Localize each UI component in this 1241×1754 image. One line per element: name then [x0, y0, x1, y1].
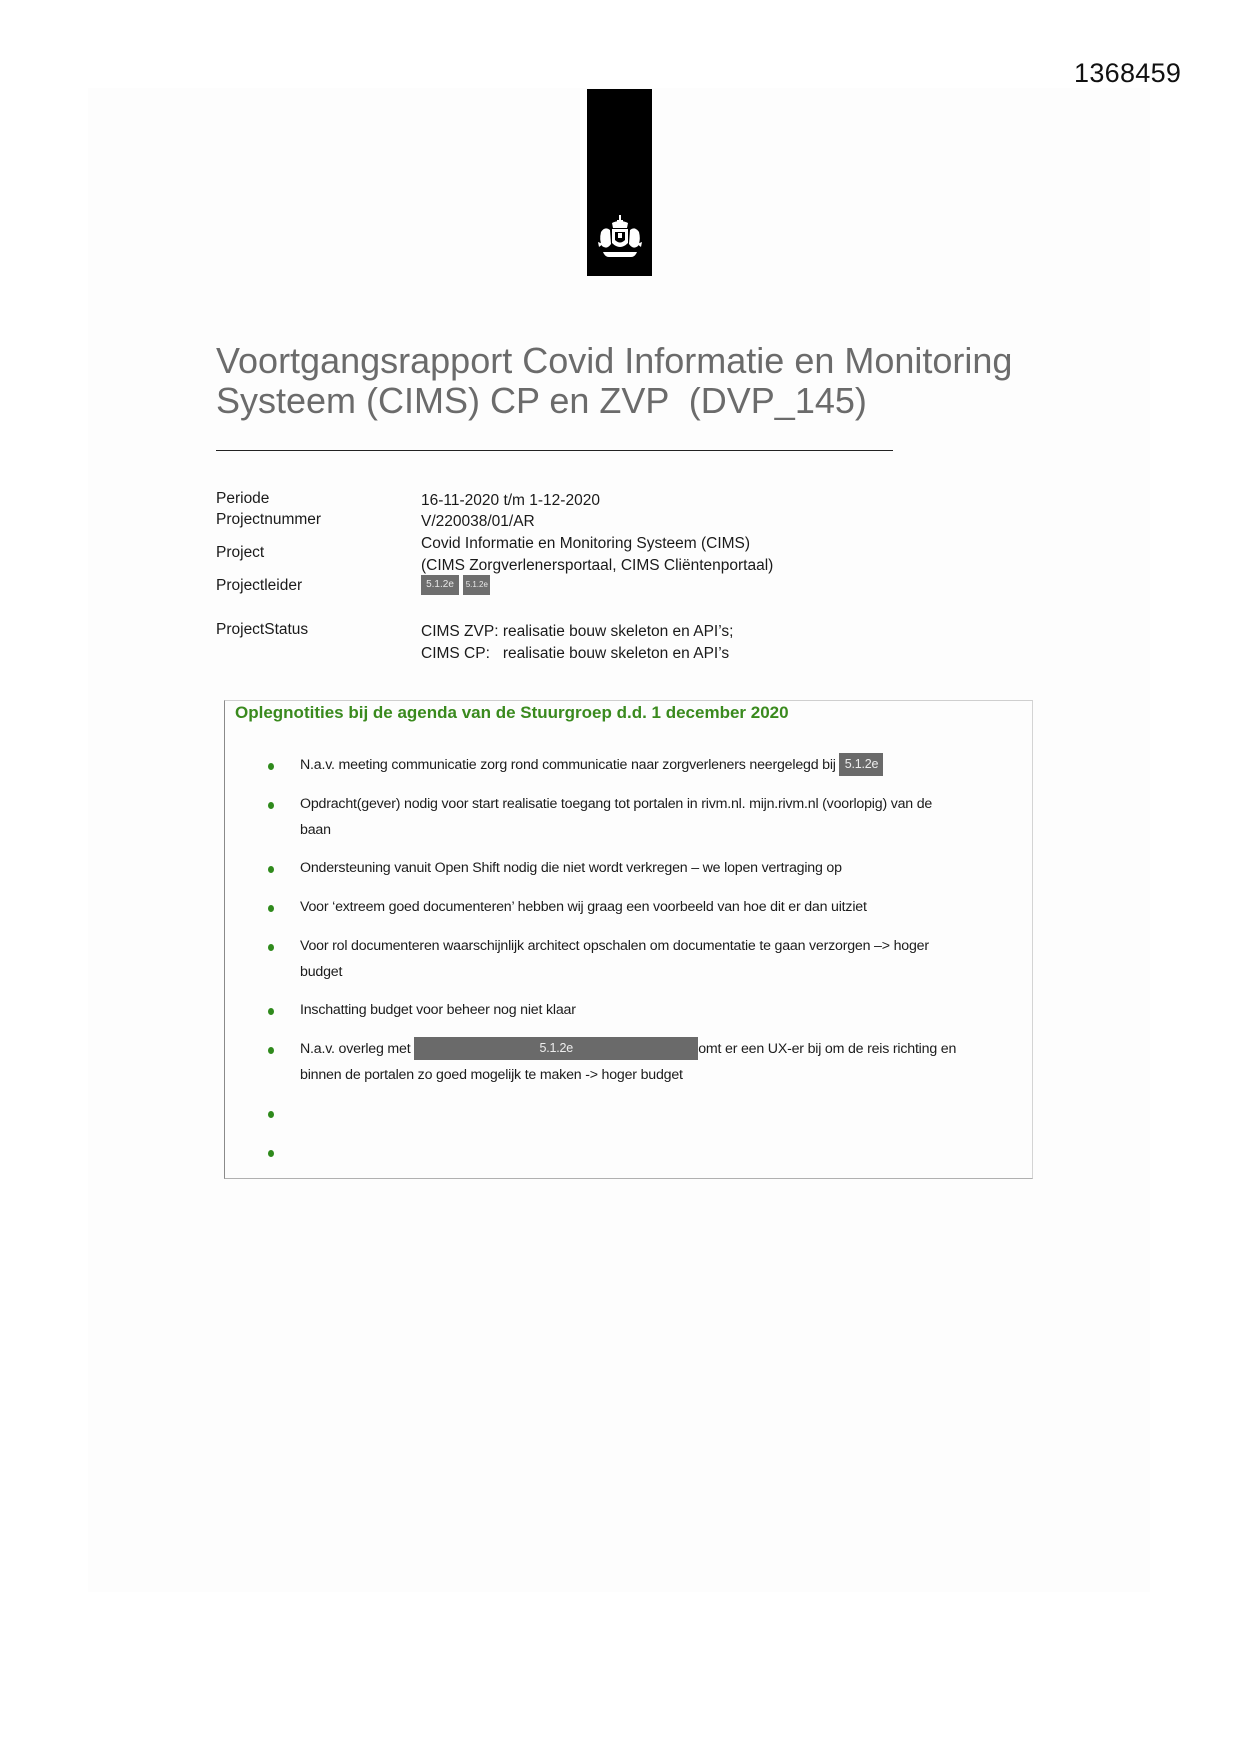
note-item-empty [300, 1101, 1000, 1127]
note-text-line-1: Opdracht(gever) nodig voor start realisatie toegang tot portalen in rivm.nl. mijn.rivm.nl (voorlopig) van de [300, 796, 933, 812]
note-text: Voor ‘extreem goed documenteren’ hebben wij graag een voorbeeld van hoe dit er dan uitziet [300, 899, 867, 915]
title-divider [216, 450, 893, 451]
project-value [421, 533, 773, 576]
bullet-icon [268, 944, 274, 951]
redaction-box: 5.1.2e [421, 575, 459, 595]
title-line-1: Voortgangsrapport Covid Informatie en Monitoring [216, 340, 1013, 381]
bullet-icon [268, 1150, 274, 1157]
redaction-box: 5.1.2e [463, 575, 490, 595]
bullet-icon [268, 905, 274, 912]
note-text: omt er een UX-er bij om de reis richting en [698, 1041, 957, 1057]
project-label: Project [216, 544, 265, 561]
projectstatus-value [421, 621, 733, 664]
document-id-number: 1368459 [1074, 58, 1182, 88]
note-text-line-2: baan [300, 821, 331, 838]
redaction-box: 5.1.2e [414, 1037, 698, 1060]
note-item [300, 792, 1000, 843]
note-text-line-2: binnen de portalen zo goed mogelijk te maken -> hoger budget [300, 1066, 683, 1083]
projectnummer-value: V/220038/01/AR [421, 513, 535, 530]
bullet-icon [268, 1047, 274, 1054]
note-item [300, 998, 1000, 1024]
bullet-icon [268, 1111, 274, 1118]
projectleider-value [421, 575, 490, 597]
note-text-line-2: budget [300, 963, 343, 980]
note-item-empty [300, 1140, 1000, 1166]
page-title [216, 341, 1046, 421]
note-text: Ondersteuning vanuit Open Shift nodig die niet wordt verkregen – we lopen vertraging op [300, 860, 842, 876]
projectstatus-line-1: CIMS ZVP: realisatie bouw skeleton en API’s; [421, 623, 734, 640]
note-text: Inschatting budget voor beheer nog niet klaar [300, 1002, 576, 1018]
redaction-box: 5.1.2e [839, 753, 883, 776]
note-item [300, 753, 1000, 779]
note-text: N.a.v. overleg met [300, 1041, 415, 1057]
note-item [300, 856, 1000, 882]
note-item [300, 895, 1000, 921]
project-value-line-1: Covid Informatie en Monitoring Systeem (CIMS) [421, 535, 751, 552]
title-line-2: Systeem (CIMS) CP en ZVP (DVP_145) [216, 380, 867, 421]
projectnummer-label: Projectnummer [216, 511, 322, 528]
projectleider-label: Projectleider [216, 577, 303, 594]
note-item [300, 1037, 1000, 1088]
note-item [300, 934, 1000, 985]
periode-value: 16-11-2020 t/m 1-12-2020 [421, 492, 600, 509]
projectstatus-line-2: CIMS CP: realisatie bouw skeleton en API’s [421, 644, 730, 662]
bullet-icon [268, 1008, 274, 1015]
note-text-line-1: Voor rol documenteren waarschijnlijk architect opschalen om documentatie te gaan verzorgen –> hoger [300, 938, 929, 954]
project-value-line-2: (CIMS Zorgverlenersportaal, CIMS Cliëntenportaal) [421, 556, 774, 574]
bullet-icon [268, 866, 274, 873]
note-text: N.a.v. meeting communicatie zorg rond communicatie naar zorgverleners neergelegd bij [300, 757, 840, 773]
coat-of-arms-icon [597, 214, 643, 264]
rijksoverheid-logo [587, 89, 652, 276]
notes-title: Oplegnotities bij de agenda van de Stuurgroep d.d. 1 december 2020 [235, 703, 789, 722]
periode-label: Periode [216, 490, 270, 507]
bullet-icon [268, 802, 274, 809]
projectstatus-label: ProjectStatus [216, 621, 309, 638]
bullet-icon [268, 763, 274, 770]
agenda-notes-box [224, 700, 1033, 1179]
